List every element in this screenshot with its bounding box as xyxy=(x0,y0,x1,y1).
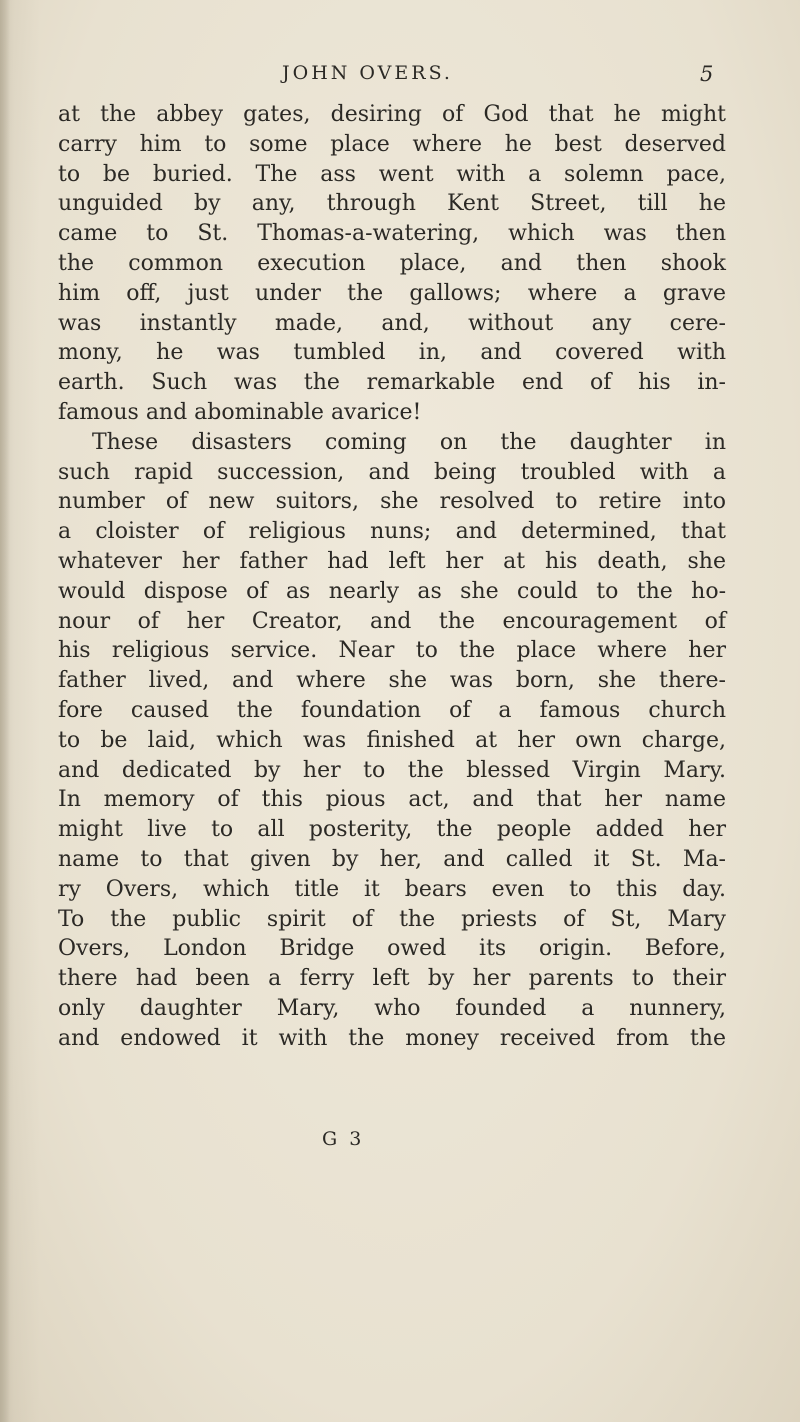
text-line: carry him to some place where he best deserved xyxy=(58,131,726,157)
text-line: at the abbey gates, desiring of God that he might xyxy=(58,102,726,127)
text-line: would dispose of as nearly as she could to the ho- xyxy=(58,578,726,604)
text-line: whatever her father had left her at his death, she xyxy=(58,548,726,574)
text-line: fore caused the foundation of a famous church xyxy=(58,697,726,723)
text-line: his religious service. Near to the place where her xyxy=(58,638,726,664)
page-number: 5 xyxy=(700,62,714,86)
text-line: him off, just under the gallows; where a grave xyxy=(58,280,726,306)
text-line: number of new suitors, she resolved to retire into xyxy=(58,489,726,515)
text-line: earth. Such was the remarkable end of his in- xyxy=(58,370,726,396)
text-line: might live to all posterity, the people added her xyxy=(58,817,726,843)
text-line: and endowed it with the money received from the xyxy=(58,1025,726,1051)
text-line: only daughter Mary, who founded a nunnery, xyxy=(58,995,726,1021)
body-text xyxy=(58,100,726,1054)
page-header xyxy=(0,62,800,94)
text-line: famous and abominable avarice! xyxy=(58,399,422,425)
text-line: In memory of this pious act, and that her name xyxy=(58,787,726,813)
text-line: a cloister of religious nuns; and determined, that xyxy=(58,519,726,545)
text-line: the common execution place, and then shook xyxy=(58,250,726,276)
binding-gutter xyxy=(0,0,10,1422)
text-line: nour of her Creator, and the encouragement of xyxy=(58,608,726,634)
text-line: was instantly made, and, without any cere- xyxy=(58,310,726,336)
text-line: unguided by any, through Kent Street, till he xyxy=(58,191,726,217)
text-line: father lived, and where she was born, she there- xyxy=(58,668,726,694)
text-line: such rapid succession, and being troubled with a xyxy=(58,459,726,485)
text-line: ry Overs, which title it bears even to this day. xyxy=(58,876,726,902)
text-line: there had been a ferry left by her parents to their xyxy=(58,966,726,992)
text-line: to be laid, which was finished at her own charge, xyxy=(58,727,726,753)
text-line: came to St. Thomas-a-watering, which was then xyxy=(58,221,726,247)
running-head: JOHN OVERS. xyxy=(282,62,453,84)
text-line: Overs, London Bridge owed its origin. Before, xyxy=(58,936,726,962)
text-line: These disasters coming on the daughter in xyxy=(92,429,726,455)
text-line: mony, he was tumbled in, and covered with xyxy=(58,340,726,366)
text-line: name to that given by her, and called it St. Ma- xyxy=(58,846,726,872)
signature-mark: G 3 xyxy=(322,1128,365,1150)
text-line: and dedicated by her to the blessed Virgin Mary. xyxy=(58,757,726,783)
text-line: to be buried. The ass went with a solemn pace, xyxy=(58,161,726,187)
text-line: To the public spirit of the priests of St, Mary xyxy=(58,906,726,932)
